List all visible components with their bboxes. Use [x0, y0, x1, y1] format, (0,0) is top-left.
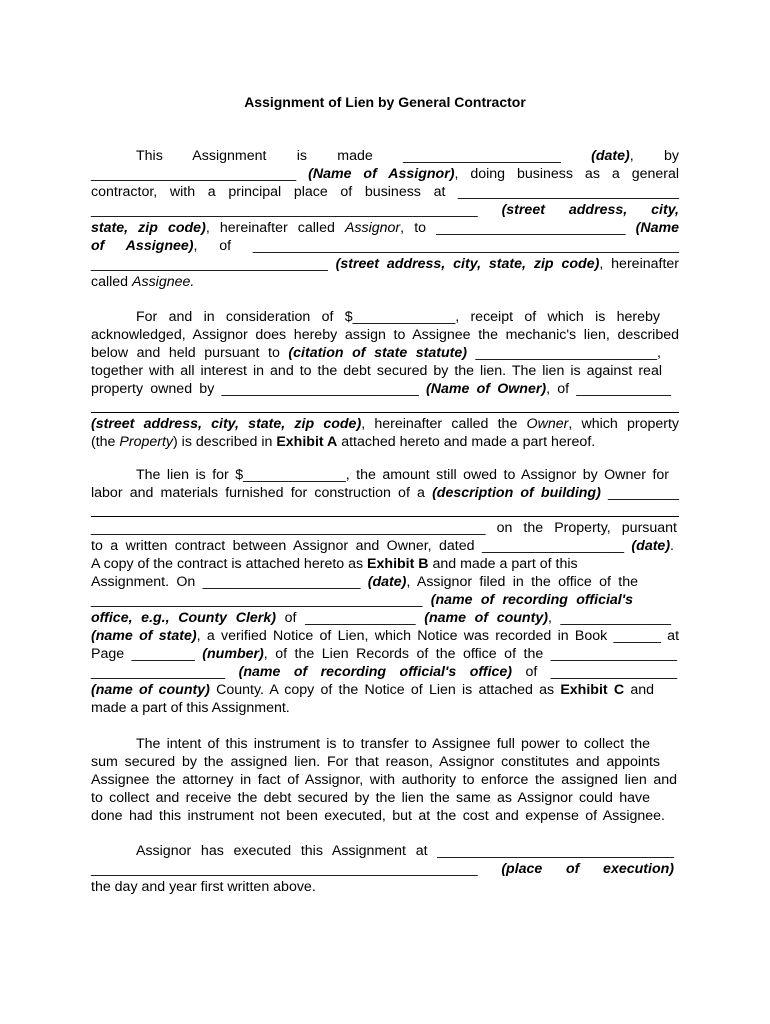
text-line: property owned by _________________________ (Name of Owner), of ____________ [91, 381, 672, 397]
text-line: called Assignee. [91, 274, 195, 290]
text-line: sum secured by the assigned lien. For that reason, Assignor constitutes and appoints [91, 754, 660, 770]
text-line: Assignee the attorney in fact of Assignor, with authority to enforce the assigned lien and [91, 772, 677, 788]
text-line: The intent of this instrument is to transfer to Assignee full power to collect the [136, 736, 650, 752]
text-line: state, zip code), hereinafter called Assignor, to ________________________ (Name [91, 220, 679, 236]
text-line: acknowledged, Assignor does hereby assign to Assignee the mechanic's lien, described [91, 327, 679, 343]
text-line: to collect and receive the debt secured by the lien the same as Assignor could have [91, 790, 650, 806]
text-line: ______________________________ (street address, city, state, zip code), hereinafter [91, 256, 679, 272]
text-line: together with all interest in and to the debt secured by the lien. The lien is against real [91, 363, 662, 379]
text-line: (the Property) is described in Exhibit A attached hereto and made a part hereof. [91, 434, 596, 450]
text-line: __________________________________________ (name of recording official's [91, 592, 633, 608]
text-line: _________________________________________________ (place of execution) [91, 861, 675, 877]
text-line: to a written contract between Assignor and Owner, dated __________________ (date). [91, 538, 674, 554]
text-line: labor and materials furnished for construction of a (description of building) _________ [91, 485, 679, 501]
document-title: Assignment of Lien by General Contractor [244, 94, 526, 110]
text-line: made a part of this Assignment. [91, 700, 290, 716]
text-line: (name of state), a verified Notice of Lien, which Notice was recorded in Book ______ at [91, 628, 680, 644]
text-line: A copy of the contract is attached hereto as Exhibit B and made a part of this [91, 556, 578, 572]
text-line: below and held pursuant to (citation of state statute) _______________________, [91, 345, 661, 361]
blank-line [91, 412, 679, 413]
text-line: the day and year first written above. [91, 879, 316, 895]
text-line: _________________________________________________ (street address, city, [91, 202, 679, 218]
text-line: The lien is for $_____________, the amount still owed to Assignor by Owner for [136, 467, 669, 483]
text-line: _________________ (name of recording official's office) of ________________ [91, 664, 677, 680]
blank-line [91, 516, 679, 517]
text-line: of Assignee), of ______________________________________________________ [91, 238, 679, 254]
text-line: office, e.g., County Clerk) of ______________ (name of county), ______________ [91, 610, 671, 626]
text-line: This Assignment is made ____________________ (date), by [136, 148, 679, 164]
text-line: Assignment. On ____________________ (date), Assignor filed in the office of the [91, 574, 638, 590]
text-line: __________________________ (Name of Assignor), doing business as a general [91, 166, 680, 182]
text-line: (street address, city, state, zip code), hereinafter called the Owner, which property [91, 416, 679, 432]
text-line: __________________________________________________ on the Property, pursuant [91, 520, 677, 536]
text-line: Assignor has executed this Assignment at ______________________________ [136, 843, 674, 859]
text-line: For and in consideration of $_____________, receipt of which is hereby [136, 309, 660, 325]
text-line: done had this instrument not been executed, but at the cost and expense of Assignee. [91, 808, 665, 824]
text-line: (name of county) County. A copy of the Notice of Lien is attached as Exhibit C and [91, 682, 654, 698]
text-line: Page ________ (number), of the Lien Records of the office of the ________________ [91, 646, 677, 662]
text-line: contractor, with a principal place of business at ____________________________ [91, 184, 679, 200]
